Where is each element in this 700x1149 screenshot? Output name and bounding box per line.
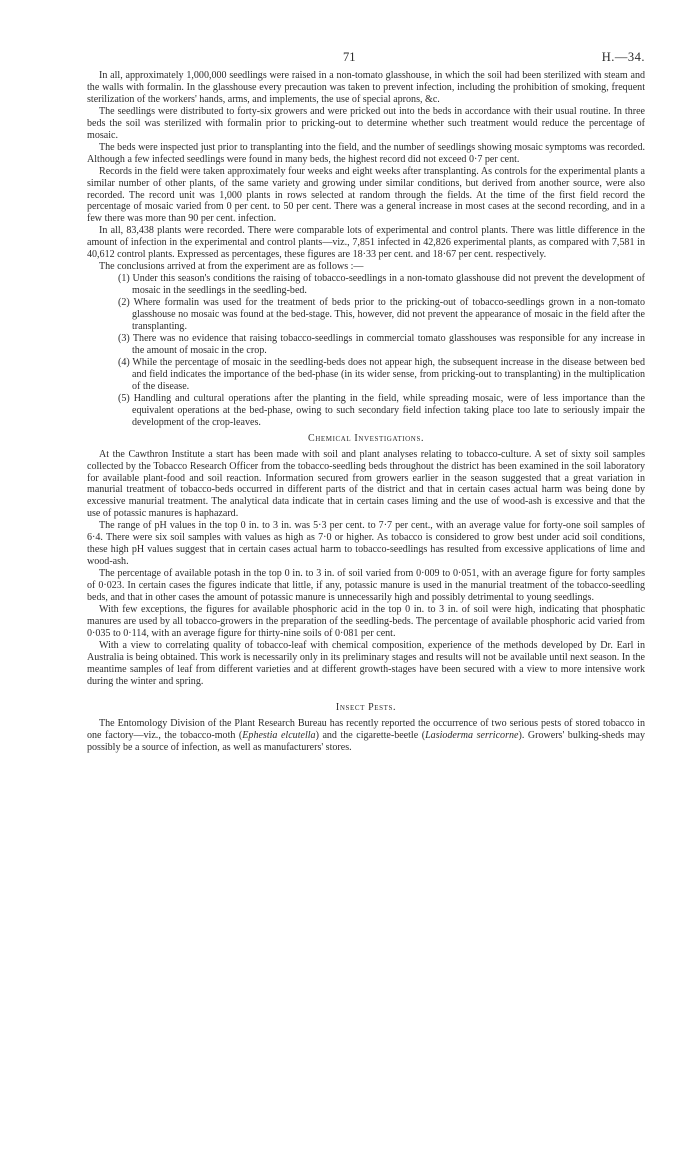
section-chemical-investigations [87, 432, 645, 688]
conclusion-item: (3) There was no evidence that raising tobacco-seedlings in commercial tomato glasshouses was responsible for any increase in the amount of mosaic in the crop. [118, 332, 645, 356]
text-fragment: ) and the cigarette-beetle ( [315, 729, 426, 741]
paragraph: With few exceptions, the figures for available phosphoric acid in the top 0 in. to 3 in. of soil were high, indicating that phosphatic manures are used by all tobacco-growers in the preparation of the seedling-beds. The percentage of available phosphoric acid varied from 0·035 to 0·114, with an average figure for thirty-nine soils of 0·081 per cent. [87, 603, 645, 639]
section-experiment [87, 70, 645, 429]
paragraph: The percentage of available potash in the top 0 in. to 3 in. of soil varied from 0·009 to 0·051, with an average figure for forty samples of 0·023. In certain cases the figures indicate that little, if any, potassic manure is used in the manurial treatment of the tobacco-seedling beds, and that in other cases the amount of potassic manure is unnecessarily high and possibly detrimental to young seedlings. [87, 568, 645, 604]
paragraph: The beds were inspected just prior to transplanting into the field, and the number of seedlings showing mosaic symptoms was recorded. Although a few infected seedlings were found in many beds, the highest record did not exceed 0·7 per cent. [87, 141, 645, 165]
conclusion-item: (4) While the percentage of mosaic in the seedling-beds does not appear high, the subsequent increase in the disease between bed and field indicates the importance of the bed-phase (in its wider sense, from pricking-out to transplanting) in the multiplication of the disease. [118, 356, 645, 392]
paragraph [87, 718, 645, 754]
species-name: Ephestia elcutella [242, 729, 316, 741]
page-header [87, 0, 645, 70]
paragraph: In all, approximately 1,000,000 seedlings were raised in a non-tomato glasshouse, in which the soil had been sterilized with steam and the walls with formalin. In the glasshouse every precaution was taken to prevent infection, including the prohibition of smoking, frequent sterilization of the workers' hands, arms, and implements, the use of special aprons, &c. [87, 70, 645, 105]
document-page [87, 0, 645, 754]
conclusions-list [87, 273, 645, 428]
section-insect-pests [87, 701, 645, 754]
paragraph: The range of pH values in the top 0 in. to 3 in. was 5·3 per cent. to 7·7 per cent., with an average value for forty-one soil samples of 6·4. There were six soil samples with values as high as 7·0 or higher. As tobacco is considered to grow best under acid soil conditions, these high pH values suggest that in certain cases actual harm to tobacco-seedlings has resulted from excessive applications of lime and wood-ash. [87, 520, 645, 568]
conclusion-item: (1) Under this season's conditions the raising of tobacco-seedlings in a non-tomato glasshouse did not prevent the development of mosaic in the seedlings in the seedling-bed. [118, 273, 645, 297]
document-reference: H.—34. [601, 50, 645, 64]
paragraph: In all, 83,438 plants were recorded. There were comparable lots of experimental and control plants. There was little difference in the amount of infection in the experimental and control plants—viz., 7,851 infected in 42,826 experimental plants, as compared with 7,581 in 40,612 control plants. Expressed as percentages, these figures are 18·33 per cent. and 18·67 per cent. respectively. [87, 225, 645, 261]
section-heading: Chemical Investigations. [307, 432, 425, 444]
paragraph: At the Cawthron Institute a start has been made with soil and plant analyses relating to tobacco-culture. A set of sixty soil samples collected by the Tobacco Research Officer from the tobacco-seedling beds throughout the district has been examined in the soil laboratory for available plant-food and soil reaction. Information secured from growers earlier in the season suggested that a great variation in manurial treatment of tobacco-beds occurred in different parts of the district and that in certain cases actual harm was being done by excessive manurial treatment. The analytical data indicate that in certain cases liming and the use of wood-ash is excessive and that the use of potassic manures is haphazard. [87, 448, 645, 520]
paragraph: Records in the field were taken approximately four weeks and eight weeks after transplanting. As controls for the experimental plants a similar number of other plants, of the same variety and growing under similar conditions, but derived from another source, were also recorded. The record unit was 1,000 plants in rows selected at random through the fields. At the time of the first field record the percentage of mosaic varied from 0 per cent. to 50 per cent. There was a general increase in most cases at the second recording, and in a few there was more than 90 per cent. infection. [87, 165, 645, 225]
text-fragment: ). Growers' bulking-sheds may possibly be a source of infection, as well as manufacturers' stores. [87, 729, 646, 753]
paragraph: The conclusions arrived at from the experiment are as follows :— [99, 261, 364, 273]
paragraph: With a view to correlating quality of tobacco-leaf with chemical composition, experience of the methods developed by Dr. Earl in Australia is being obtained. This work is necessarily only in its preliminary stages and results will not be available until next season. In the meantime samples of leaf from different varieties and at different growth-stages have been secured with a view to more intensive work during the winter and spring. [87, 639, 645, 687]
section-heading: Insect Pests. [335, 701, 397, 713]
conclusion-item: (5) Handling and cultural operations after the planting in the field, while spreading mosaic, were of less importance than the equivalent operations at the bed-phase, owing to such secondary field infection taking place too late to seriously impair the development of the crop-leaves. [118, 392, 645, 428]
species-name: Lasioderma serricorne [425, 729, 519, 741]
paragraph: The seedlings were distributed to forty-six growers and were pricked out into the beds in accordance with their usual routine. In three beds the soil was sterilized with formalin prior to pricking-out to determine whether such treatment would reduce the percentage of mosaic. [87, 105, 645, 141]
conclusion-item: (2) Where formalin was used for the treatment of beds prior to the pricking-out of tobacco-seedlings grown in a non-tomato glasshouse no mosaic was found at the bed-stage. This, however, did not prevent the appearance of mosaic in the field after the transplanting. [118, 297, 645, 333]
page-number: 71 [343, 50, 356, 64]
text-fragment: The Entomology Division of the Plant Research Bureau has recently reported the occurrence of two serious pests of stored tobacco in one factory—viz., the tobacco-moth ( [87, 717, 645, 741]
